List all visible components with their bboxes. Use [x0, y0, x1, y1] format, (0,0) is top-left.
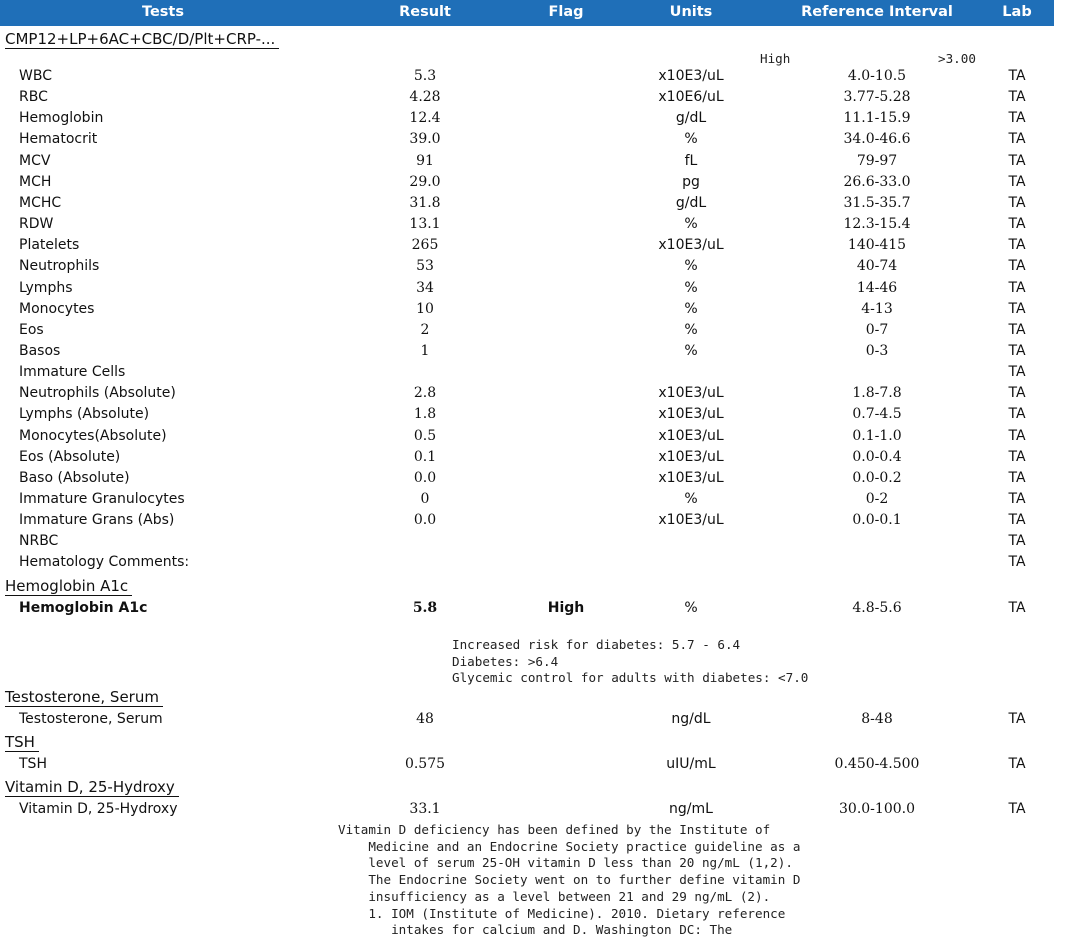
test-units: fL	[684, 153, 698, 169]
test-units: x10E3/uL	[658, 385, 724, 401]
test-reference: 0-7	[865, 322, 889, 338]
test-units: x10E3/uL	[658, 449, 724, 465]
vitamin-d-note-line: intakes for calcium and D. Washington DC: The	[338, 922, 733, 938]
test-units: %	[684, 280, 698, 296]
test-lab: TA	[1008, 301, 1026, 317]
test-result: 0.0	[413, 470, 437, 486]
test-result: 34	[416, 280, 434, 296]
test-reference: 34.0-46.6	[843, 131, 911, 147]
test-lab: TA	[1008, 237, 1026, 253]
test-name: Eos (Absolute)	[19, 449, 121, 465]
cbc-note-value: >3.00	[938, 51, 976, 66]
test-lab: TA	[1008, 89, 1026, 105]
test-result: 48	[416, 711, 434, 727]
test-name: Basos	[19, 343, 61, 359]
test-name: TSH	[19, 756, 47, 772]
test-units: g/dL	[675, 110, 707, 126]
test-name: Hematology Comments:	[19, 554, 190, 570]
test-units: %	[684, 301, 698, 317]
test-name: Hematocrit	[19, 131, 98, 147]
test-result: 5.3	[413, 68, 437, 84]
test-lab: TA	[1008, 470, 1026, 486]
test-result: 2	[420, 322, 430, 338]
test-reference: 4.0-10.5	[847, 68, 907, 84]
test-result: 1	[420, 343, 430, 359]
test-lab: TA	[1008, 195, 1026, 211]
header-tests[interactable]: Tests	[142, 4, 184, 20]
test-name: Hemoglobin A1c	[19, 600, 148, 616]
test-name: MCH	[19, 174, 52, 190]
test-lab: TA	[1008, 68, 1026, 84]
test-name: NRBC	[19, 533, 59, 549]
test-result: 4.28	[409, 89, 441, 105]
test-result: 53	[416, 258, 434, 274]
test-lab: TA	[1008, 131, 1026, 147]
test-result: 2.8	[413, 385, 437, 401]
test-reference: 0.450-4.500	[834, 756, 920, 772]
test-lab: TA	[1008, 385, 1026, 401]
test-lab: TA	[1008, 280, 1026, 296]
test-name: Neutrophils	[19, 258, 100, 274]
test-result: 265	[411, 237, 439, 253]
test-units: pg	[682, 174, 700, 190]
vitamin-d-note-line: Vitamin D deficiency has been defined by the Institute of	[338, 822, 771, 837]
test-units: %	[684, 258, 698, 274]
panel-title-cbc[interactable]: CMP12+LP+6AC+CBC/D/Plt+CRP-...	[5, 30, 279, 49]
test-lab: TA	[1008, 449, 1026, 465]
test-name: Baso (Absolute)	[19, 470, 130, 486]
vitamin-d-note-line: Medicine and an Endocrine Society practice guideline as a	[338, 838, 801, 854]
test-name: Vitamin D, 25-Hydroxy	[19, 801, 178, 817]
test-lab: TA	[1008, 174, 1026, 190]
test-units: x10E3/uL	[658, 512, 724, 528]
test-reference: 8-48	[861, 711, 893, 727]
test-reference: 3.77-5.28	[843, 89, 911, 105]
test-lab: TA	[1008, 258, 1026, 274]
test-lab: TA	[1008, 428, 1026, 444]
test-reference: 0.0-0.1	[852, 512, 902, 528]
header-reference-interval[interactable]: Reference Interval	[801, 4, 953, 20]
test-lab: TA	[1008, 364, 1026, 380]
test-units: %	[684, 322, 698, 338]
test-lab: TA	[1008, 711, 1026, 727]
test-lab: TA	[1008, 322, 1026, 338]
test-lab: TA	[1008, 406, 1026, 422]
test-name: Platelets	[19, 237, 80, 253]
cbc-note-high: High	[760, 51, 791, 66]
test-name: Immature Cells	[19, 364, 126, 380]
test-reference: 26.6-33.0	[843, 174, 911, 190]
panel-title-vitamin-d[interactable]: Vitamin D, 25-Hydroxy	[5, 778, 179, 797]
test-result: 12.4	[409, 110, 441, 126]
test-units: ng/dL	[671, 711, 711, 727]
a1c-notes	[452, 637, 808, 687]
test-lab: TA	[1008, 756, 1026, 772]
test-reference: 0.1-1.0	[852, 428, 902, 444]
test-reference: 30.0-100.0	[839, 801, 915, 817]
test-reference: 140-415	[847, 237, 907, 253]
test-name: MCV	[19, 153, 51, 169]
test-reference: 0-2	[865, 491, 889, 507]
test-result: 31.8	[409, 195, 441, 211]
header-units[interactable]: Units	[669, 4, 713, 20]
test-lab: TA	[1008, 491, 1026, 507]
test-reference: 14-46	[856, 280, 898, 296]
test-result: 0.5	[413, 428, 437, 444]
test-name: Hemoglobin	[19, 110, 104, 126]
test-units: x10E6/uL	[658, 89, 724, 105]
test-reference: 0.7-4.5	[852, 406, 902, 422]
test-result: 0.575	[404, 756, 446, 772]
test-units: x10E3/uL	[658, 470, 724, 486]
test-units: %	[684, 600, 698, 616]
test-result: 0.0	[413, 512, 437, 528]
test-result: 29.0	[409, 174, 441, 190]
test-name: WBC	[19, 68, 52, 84]
test-name: MCHC	[19, 195, 62, 211]
test-lab: TA	[1008, 600, 1026, 616]
test-reference: 0.0-0.2	[852, 470, 902, 486]
column-header-bar	[0, 0, 1054, 26]
test-reference: 11.1-15.9	[843, 110, 911, 126]
test-reference: 1.8-7.8	[852, 385, 902, 401]
test-lab: TA	[1008, 533, 1026, 549]
test-name: Monocytes	[19, 301, 95, 317]
test-name: RBC	[19, 89, 48, 105]
test-reference: 4-13	[861, 301, 893, 317]
test-result: 10	[416, 301, 434, 317]
test-name: Testosterone, Serum	[19, 711, 163, 727]
test-reference: 31.5-35.7	[843, 195, 911, 211]
test-name: Immature Grans (Abs)	[19, 512, 175, 528]
test-units: x10E3/uL	[658, 428, 724, 444]
a1c-note-line: Glycemic control for adults with diabetes: <7.0	[452, 670, 809, 686]
vitamin-d-notes	[338, 822, 801, 939]
test-units: ng/mL	[669, 801, 713, 817]
test-lab: TA	[1008, 153, 1026, 169]
test-result: 39.0	[409, 131, 441, 147]
header-result[interactable]: Result	[399, 4, 451, 20]
test-reference: 0-3	[865, 343, 889, 359]
header-lab[interactable]: Lab	[1002, 4, 1032, 20]
test-lab: TA	[1008, 512, 1026, 528]
test-units: x10E3/uL	[658, 237, 724, 253]
test-name: Lymphs (Absolute)	[19, 406, 150, 422]
test-result: 5.8	[412, 600, 438, 616]
test-units: %	[684, 343, 698, 359]
test-name: Lymphs	[19, 280, 73, 296]
test-units: g/dL	[675, 195, 707, 211]
panel-title-testosterone[interactable]: Testosterone, Serum	[5, 688, 163, 707]
test-name: Monocytes(Absolute)	[19, 428, 167, 444]
vitamin-d-note-line: level of serum 25-OH vitamin D less than 20 ng/mL (1,2).	[338, 855, 793, 871]
test-result: 1.8	[413, 406, 437, 422]
test-result: 0.1	[413, 449, 437, 465]
test-lab: TA	[1008, 554, 1026, 570]
test-result: 33.1	[409, 801, 441, 817]
test-reference: 79-97	[856, 153, 898, 169]
panel-title-a1c[interactable]: Hemoglobin A1c	[5, 577, 132, 596]
test-name: Immature Granulocytes	[19, 491, 185, 507]
vitamin-d-note-line: insufficiency as a level between 21 and 29 ng/mL (2).	[338, 888, 771, 904]
a1c-note-line: Increased risk for diabetes: 5.7 - 6.4	[452, 637, 741, 652]
test-units: x10E3/uL	[658, 68, 724, 84]
test-reference: 0.0-0.4	[852, 449, 902, 465]
test-result: 13.1	[409, 216, 441, 232]
test-units: %	[684, 131, 698, 147]
test-lab: TA	[1008, 216, 1026, 232]
test-reference: 4.8-5.6	[852, 600, 902, 616]
a1c-note-line: Diabetes: >6.4	[452, 653, 559, 669]
test-units: uIU/mL	[666, 756, 716, 772]
panel-title-tsh[interactable]: TSH	[5, 733, 39, 752]
vitamin-d-note-line: The Endocrine Society went on to further define vitamin D	[338, 872, 801, 888]
test-name: Eos	[19, 322, 44, 338]
test-reference: 40-74	[856, 258, 898, 274]
test-units: x10E3/uL	[658, 406, 724, 422]
test-result: 91	[416, 153, 434, 169]
test-units: %	[684, 216, 698, 232]
test-reference: 12.3-15.4	[843, 216, 911, 232]
header-flag[interactable]: Flag	[548, 4, 584, 20]
test-lab: TA	[1008, 801, 1026, 817]
test-name: RDW	[19, 216, 54, 232]
test-result: 0	[420, 491, 430, 507]
test-lab: TA	[1008, 110, 1026, 126]
test-lab: TA	[1008, 343, 1026, 359]
vitamin-d-note-line: 1. IOM (Institute of Medicine). 2010. Dietary reference	[338, 905, 786, 921]
test-units: %	[684, 491, 698, 507]
test-name: Neutrophils (Absolute)	[19, 385, 176, 401]
test-flag: High	[547, 600, 585, 616]
